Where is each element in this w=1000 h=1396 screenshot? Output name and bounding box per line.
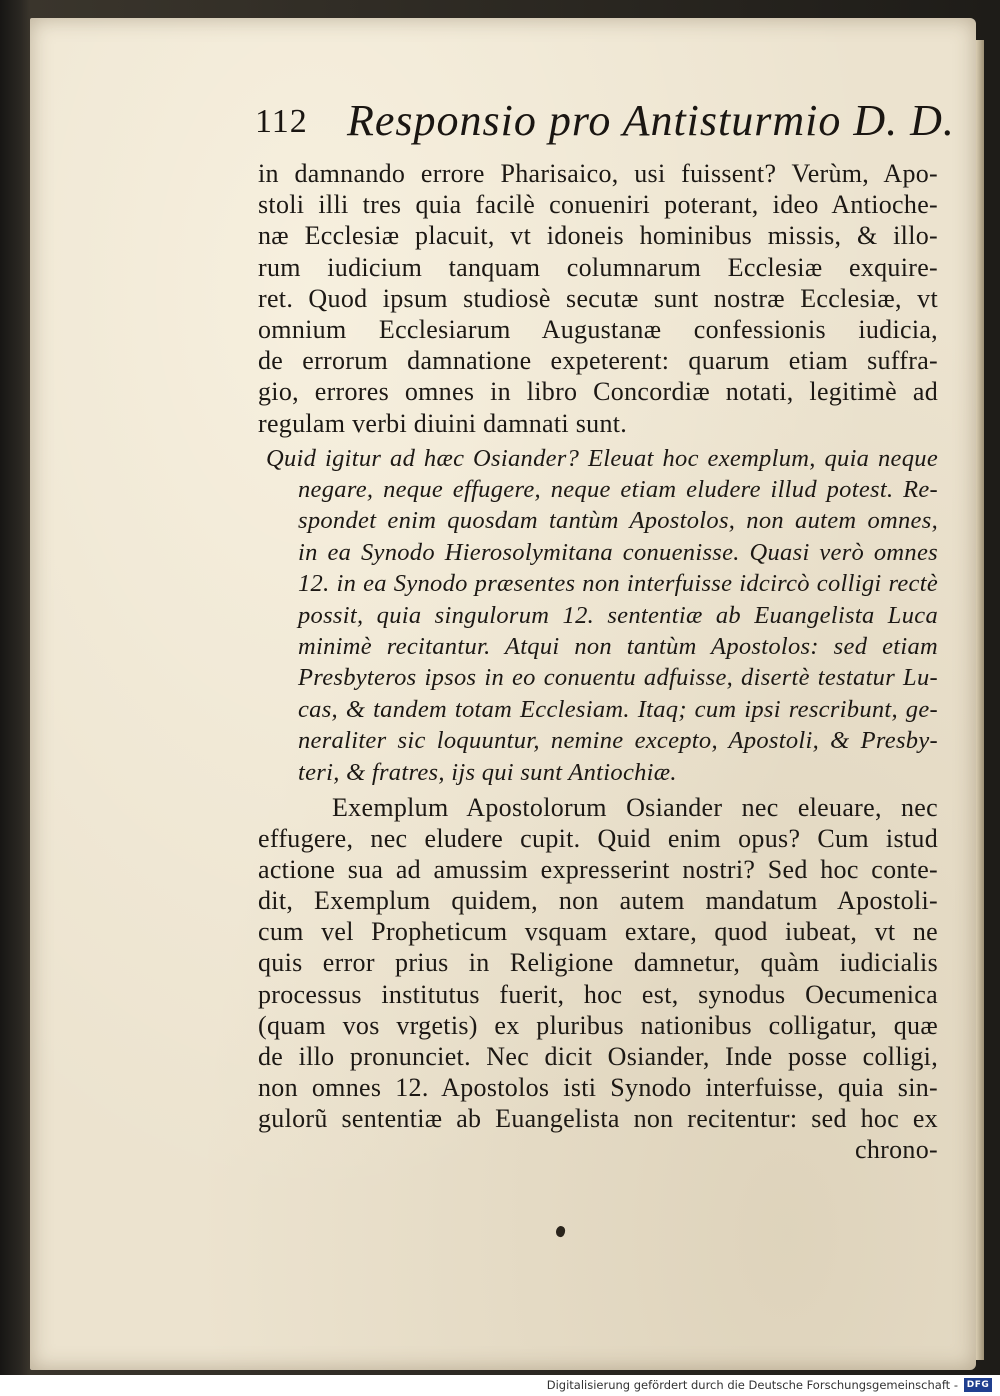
quote-line: possit, quia singulorum 12. sententiæ ab Euangelista Luca bbox=[298, 601, 938, 629]
italic-quote bbox=[258, 443, 938, 788]
quote-line: Presbyteros ipsos in eo conuentu adfuisse, disertè testatur Lu- bbox=[298, 664, 938, 692]
dfg-logo: DFG bbox=[964, 1378, 992, 1392]
text-line: gulorũ sententiæ ab Euangelista non recitentur: sed hoc ex bbox=[258, 1103, 938, 1133]
footer-credit: Digitalisierung gefördert durch die Deutsche Forschungsgemeinschaft - bbox=[546, 1378, 958, 1392]
page-header bbox=[255, 95, 955, 155]
text-line: in damnando errore Pharisaico, usi fuissent? Verùm, Apo- bbox=[258, 159, 938, 188]
quote-line: negare, neque effugere, neque etiam eludere illud potest. Re- bbox=[298, 476, 938, 504]
text-line: cum vel Propheticum vsquam extare, quod iubeat, vt ne bbox=[258, 917, 938, 947]
text-line: Exemplum Apostolorum Osiander nec eleuare, nec bbox=[332, 792, 938, 822]
text-line: de errorum damnatione expeterent: quarum etiam suffra- bbox=[258, 346, 938, 376]
quote-line: teri, & fratres, ijs qui sunt Antiochiæ. bbox=[298, 758, 677, 786]
text-line: quis error prius in Religione damnetur, quàm iudicialis bbox=[258, 948, 938, 978]
paragraph-2 bbox=[258, 792, 938, 1165]
text-line: gio, errores omnes in libro Concordiæ notati, legitimè ad bbox=[258, 377, 938, 407]
quote-line: 12. in ea Synodo præsentes non interfuisse idcircò colligi rectè bbox=[298, 570, 938, 598]
main-text bbox=[258, 158, 938, 1165]
paragraph-1 bbox=[258, 158, 938, 439]
text-line: næ Ecclesiæ placuit, vt idoneis hominibus missis, & illo- bbox=[258, 221, 938, 251]
page-edge bbox=[976, 40, 984, 1360]
running-title: Responsio pro Antisturmio D. D. bbox=[347, 96, 955, 145]
quote-line: cas, & tandem totam Ecclesiam. Itaq; cum ipsi rescribunt, ge- bbox=[298, 695, 938, 723]
quote-line: in ea Synodo Hierosolymitana conuenisse. Quasi verò omnes bbox=[298, 538, 938, 566]
quote-line: Quid igitur ad hæc Osiander? Eleuat hoc exemplum, quia neque bbox=[266, 444, 938, 472]
text-line: de illo pronunciet. Nec dicit Osiander, Inde posse colligi, bbox=[258, 1041, 938, 1071]
text-line: omnium Ecclesiarum Augustanæ confessionis iudicia, bbox=[258, 314, 938, 344]
quote-line: neraliter sic loquuntur, nemine excepto, Apostoli, & Presby- bbox=[298, 727, 938, 755]
text-line: non omnes 12. Apostolos isti Synodo interfuisse, quia sin- bbox=[258, 1072, 938, 1102]
text-line: actione sua ad amussim expresserint nostri? Sed hoc conte- bbox=[258, 855, 938, 885]
text-line: dit, Exemplum quidem, non autem mandatum Apostoli- bbox=[258, 886, 938, 916]
page-number: 112 bbox=[255, 103, 308, 140]
catchword: chrono- bbox=[855, 1135, 938, 1165]
text-line: regulam verbi diuini damnati sunt. bbox=[258, 408, 628, 438]
quote-line: minimè recitantur. Atqui non tantùm Apostolos: sed etiam bbox=[298, 633, 938, 661]
text-line: rum iudicium tanquam columnarum Ecclesiæ exquire- bbox=[258, 252, 938, 282]
text-line: ret. Quod ipsum studiosè secutæ sunt nostræ Ecclesiæ, vt bbox=[258, 283, 938, 313]
text-line: (quam vos vrgetis) ex pluribus nationibus colligatur, quæ bbox=[258, 1010, 938, 1040]
quote-line: spondet enim quosdam tantùm Apostolos, non autem omnes, bbox=[298, 507, 938, 535]
text-line: effugere, nec eludere cupit. Quid enim opus? Cum istud bbox=[258, 824, 938, 854]
digitization-footer bbox=[0, 1375, 1000, 1396]
text-line: stoli illi tres quia facilè conueniri poterant, ideo Antioche- bbox=[258, 190, 938, 220]
text-line: processus institutus fuerit, hoc est, synodus Oecumenica bbox=[258, 979, 938, 1009]
